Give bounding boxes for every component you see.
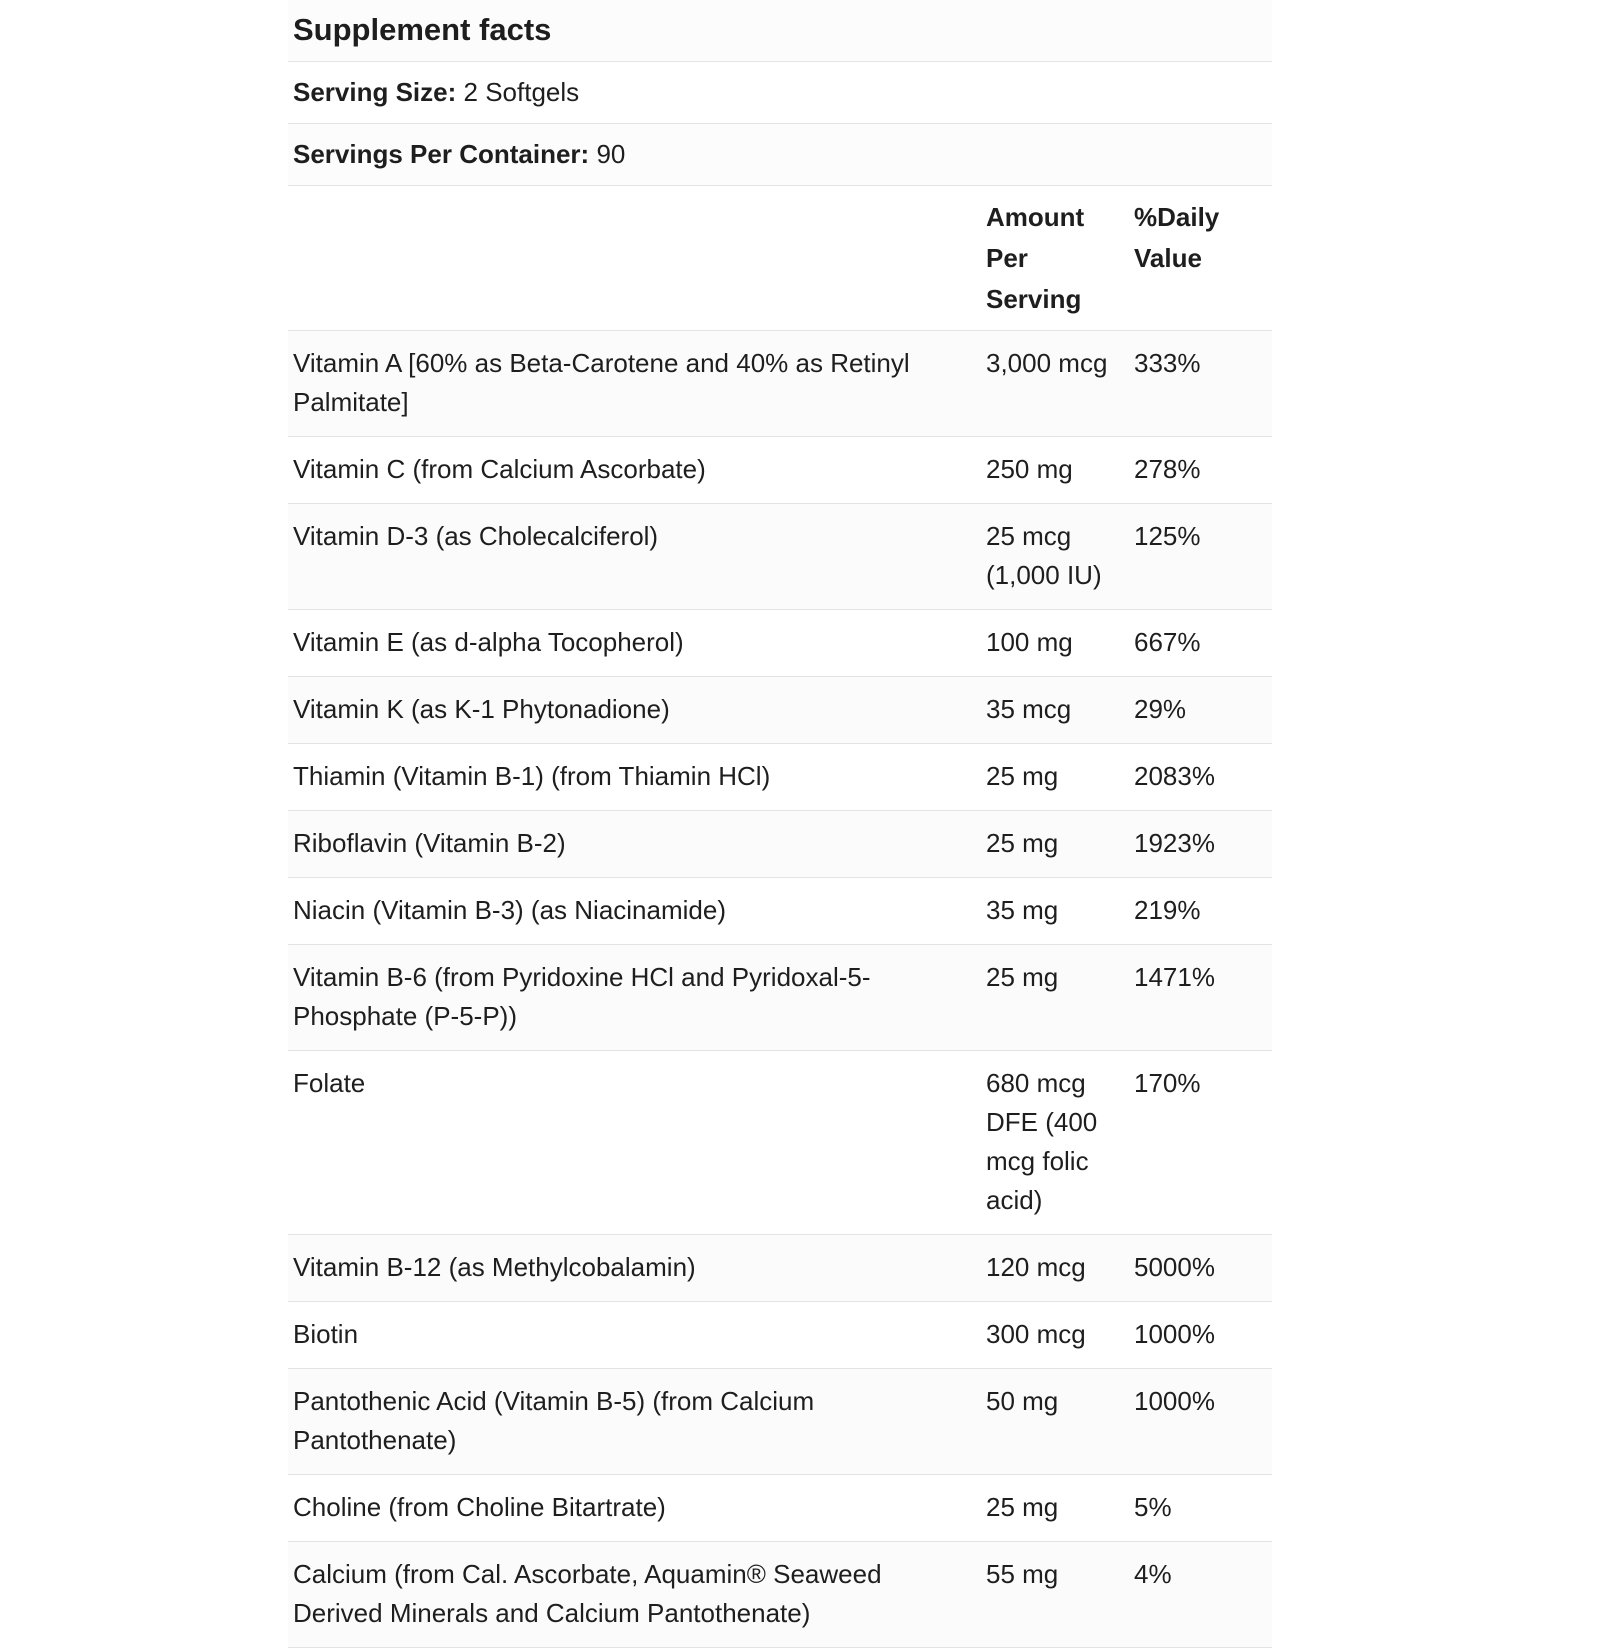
nutrient-daily-value: 5000% bbox=[1134, 1252, 1215, 1282]
nutrient-name: Choline (from Choline Bitartrate) bbox=[293, 1492, 666, 1522]
nutrient-amount: 25 mcg (1,000 IU) bbox=[986, 521, 1102, 590]
nutrient-amount: 55 mg bbox=[986, 1559, 1059, 1589]
header-daily-value bbox=[1134, 197, 1272, 320]
nutrient-amount: 120 mcg bbox=[986, 1252, 1086, 1282]
nutrient-daily-value: 170% bbox=[1134, 1068, 1201, 1098]
header-name bbox=[288, 197, 986, 320]
table-header bbox=[288, 186, 1272, 331]
nutrient-amount: 25 mg bbox=[986, 828, 1059, 858]
header-dv-line: Value bbox=[1134, 243, 1202, 273]
nutrient-daily-value: 1923% bbox=[1134, 828, 1215, 858]
servings-per-container-label: Servings Per Container: bbox=[293, 139, 590, 169]
nutrient-name: Niacin (Vitamin B-3) (as Niacinamide) bbox=[293, 895, 726, 925]
nutrient-amount: 50 mg bbox=[986, 1386, 1059, 1416]
nutrient-amount: 300 mcg bbox=[986, 1319, 1086, 1349]
table-row bbox=[288, 945, 1272, 1051]
header-amount-line: Serving bbox=[986, 284, 1082, 314]
nutrient-daily-value: 219% bbox=[1134, 895, 1201, 925]
nutrient-name: Vitamin E (as d-alpha Tocopherol) bbox=[293, 627, 684, 657]
table-row bbox=[288, 1369, 1272, 1475]
servings-per-container-row bbox=[288, 124, 1272, 186]
nutrient-name: Calcium (from Cal. Ascorbate, Aquamin® Seaweed Derived Minerals and Calcium Pantothenate) bbox=[293, 1559, 882, 1628]
nutrient-amount: 100 mg bbox=[986, 627, 1073, 657]
supplement-facts-panel bbox=[288, 0, 1272, 1648]
nutrient-amount: 250 mg bbox=[986, 454, 1073, 484]
nutrient-daily-value: 1000% bbox=[1134, 1386, 1215, 1416]
table-row bbox=[288, 331, 1272, 437]
nutrient-daily-value: 1471% bbox=[1134, 962, 1215, 992]
nutrient-daily-value: 1000% bbox=[1134, 1319, 1215, 1349]
table-row bbox=[288, 1051, 1272, 1235]
header-amount-line: Amount bbox=[986, 202, 1085, 232]
nutrient-amount: 35 mg bbox=[986, 895, 1059, 925]
facts-title: Supplement facts bbox=[288, 0, 1272, 62]
serving-size-row bbox=[288, 62, 1272, 124]
nutrient-daily-value: 5% bbox=[1134, 1492, 1172, 1522]
table-row bbox=[288, 811, 1272, 878]
nutrient-amount: 680 mcg DFE (400 mcg folic acid) bbox=[986, 1068, 1098, 1215]
table-row bbox=[288, 1235, 1272, 1302]
table-row bbox=[288, 437, 1272, 504]
nutrient-name: Riboflavin (Vitamin B-2) bbox=[293, 828, 566, 858]
table-row bbox=[288, 1475, 1272, 1542]
nutrient-name: Folate bbox=[293, 1068, 366, 1098]
nutrient-name: Vitamin K (as K-1 Phytonadione) bbox=[293, 694, 670, 724]
nutrient-table bbox=[288, 186, 1272, 1648]
nutrient-amount: 25 mg bbox=[986, 1492, 1059, 1522]
header-amount-line: Per bbox=[986, 243, 1028, 273]
nutrient-amount: 35 mcg bbox=[986, 694, 1072, 724]
table-row bbox=[288, 878, 1272, 945]
table-row bbox=[288, 744, 1272, 811]
serving-size-value: 2 Softgels bbox=[463, 77, 580, 107]
nutrient-daily-value: 333% bbox=[1134, 348, 1201, 378]
nutrient-amount: 25 mg bbox=[986, 962, 1059, 992]
table-row bbox=[288, 610, 1272, 677]
serving-info bbox=[288, 62, 1272, 186]
servings-per-container-value: 90 bbox=[596, 139, 626, 169]
nutrient-name: Vitamin D-3 (as Cholecalciferol) bbox=[293, 521, 659, 551]
nutrient-name: Biotin bbox=[293, 1319, 359, 1349]
nutrient-daily-value: 2083% bbox=[1134, 761, 1215, 791]
nutrient-amount: 25 mg bbox=[986, 761, 1059, 791]
table-row bbox=[288, 677, 1272, 744]
nutrient-name: Vitamin B-6 (from Pyridoxine HCl and Pyridoxal-5-Phosphate (P-5-P)) bbox=[293, 962, 871, 1031]
nutrient-name: Vitamin B-12 (as Methylcobalamin) bbox=[293, 1252, 696, 1282]
nutrient-name: Thiamin (Vitamin B-1) (from Thiamin HCl) bbox=[293, 761, 771, 791]
nutrient-name: Vitamin C (from Calcium Ascorbate) bbox=[293, 454, 706, 484]
nutrient-daily-value: 125% bbox=[1134, 521, 1201, 551]
table-row bbox=[288, 504, 1272, 610]
nutrient-amount: 3,000 mcg bbox=[986, 348, 1108, 378]
nutrient-daily-value: 4% bbox=[1134, 1559, 1172, 1589]
table-row bbox=[288, 1302, 1272, 1369]
header-amount bbox=[986, 197, 1134, 320]
serving-size-label: Serving Size: bbox=[293, 77, 457, 107]
nutrient-daily-value: 29% bbox=[1134, 694, 1187, 724]
table-row bbox=[288, 1542, 1272, 1648]
nutrient-name: Pantothenic Acid (Vitamin B-5) (from Calcium Pantothenate) bbox=[293, 1386, 815, 1455]
nutrient-daily-value: 667% bbox=[1134, 627, 1201, 657]
nutrient-daily-value: 278% bbox=[1134, 454, 1201, 484]
header-dv-line: %Daily bbox=[1134, 202, 1220, 232]
nutrient-name: Vitamin A [60% as Beta-Carotene and 40% as Retinyl Palmitate] bbox=[293, 348, 910, 417]
